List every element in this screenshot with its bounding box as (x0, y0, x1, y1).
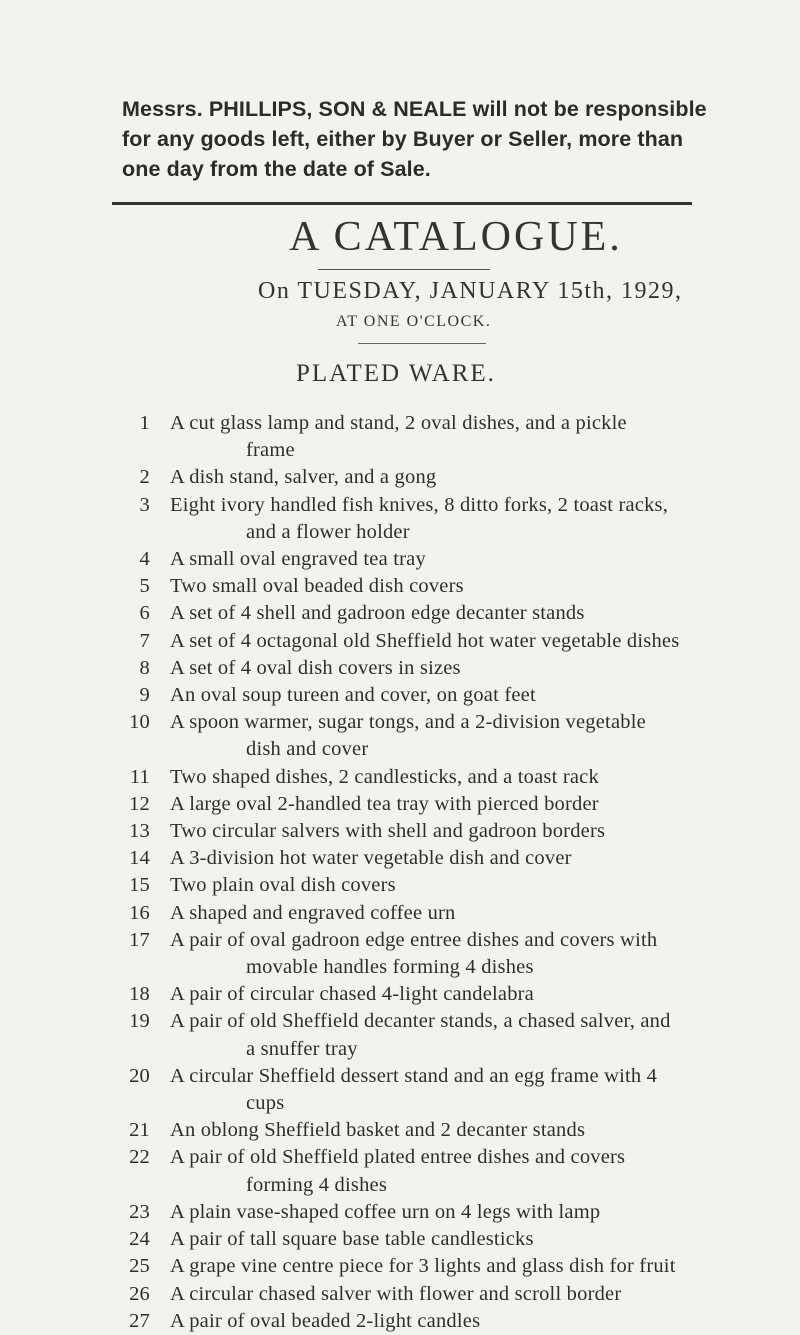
lot-number: 27 (129, 1309, 150, 1332)
title-rule (318, 269, 490, 270)
lot-item (120, 1308, 730, 1335)
section-heading: PLATED WARE. (296, 360, 496, 387)
lot-item (120, 682, 730, 709)
lot-description: A large oval 2-handled tea tray with pierced border (170, 792, 599, 815)
lot-description: Two circular salvers with shell and gadroon borders (170, 820, 606, 843)
lot-number: 16 (129, 901, 150, 924)
sale-time: AT ONE O'CLOCK. (336, 313, 492, 330)
lot-item (120, 1199, 730, 1226)
lot-number: 19 (129, 1010, 150, 1033)
lot-item (120, 1226, 730, 1253)
lot-item (120, 492, 730, 546)
lot-list (120, 410, 730, 1335)
lot-description: A pair of oval gadroon edge entree dishes and covers with (170, 928, 658, 951)
lot-description: A grape vine centre piece for 3 lights and glass dish for fruit (170, 1255, 676, 1278)
lot-description: Two plain oval dish covers (170, 874, 396, 897)
lot-description: A pair of oval beaded 2-light candles (170, 1309, 481, 1332)
lot-description: A set of 4 shell and gadroon edge decanter stands (170, 602, 585, 625)
lot-item (120, 1008, 730, 1062)
lot-description: A pair of old Sheffield decanter stands, a chased salver, and (170, 1010, 671, 1033)
lot-number: 14 (129, 847, 150, 870)
lot-item (120, 1281, 730, 1308)
top-rule (112, 202, 692, 205)
lot-description: A plain vase-shaped coffee urn on 4 legs with lamp (170, 1200, 601, 1223)
lot-item (120, 709, 730, 763)
lot-number: 5 (139, 575, 150, 598)
lot-description: A shaped and engraved coffee urn (170, 901, 456, 924)
lot-description: A dish stand, salver, and a gong (170, 466, 437, 489)
lot-item (120, 818, 730, 845)
lot-number: 8 (139, 656, 150, 679)
lot-item (120, 464, 730, 491)
lot-item (120, 927, 730, 981)
lot-description: A small oval engraved tea tray (170, 548, 426, 571)
lot-description-continued: dish and cover (246, 738, 369, 761)
lot-description: A 3-division hot water vegetable dish and cover (170, 847, 572, 870)
lot-number: 20 (129, 1064, 150, 1087)
lot-description-continued: cups (246, 1092, 285, 1115)
lot-item (120, 410, 730, 464)
sale-date: On TUESDAY, JANUARY 15th, 1929, (258, 278, 683, 304)
lot-description: Two small oval beaded dish covers (170, 575, 464, 598)
catalogue-title-text: A CATALOGUE. (289, 214, 623, 260)
lot-number: 21 (129, 1119, 150, 1142)
lot-description: A set of 4 oval dish covers in sizes (170, 656, 461, 679)
lot-number: 26 (129, 1282, 150, 1305)
lot-description-continued: forming 4 dishes (246, 1173, 387, 1196)
lot-number: 4 (139, 548, 150, 571)
lot-description: An oval soup tureen and cover, on goat feet (170, 684, 536, 707)
lot-item (120, 981, 730, 1008)
lot-description: A set of 4 octagonal old Sheffield hot water vegetable dishes (170, 629, 680, 652)
lot-description-continued: a snuffer tray (246, 1037, 358, 1060)
lot-item (120, 1253, 730, 1280)
lot-description-continued: frame (246, 439, 295, 462)
lot-description: A pair of circular chased 4-light candelabra (170, 983, 534, 1006)
lot-description-continued: and a flower holder (246, 520, 410, 543)
catalogue-title (0, 213, 800, 261)
lot-item (120, 600, 730, 627)
lot-description: Eight ivory handled fish knives, 8 ditto forks, 2 toast racks, (170, 493, 669, 516)
lot-description: A pair of old Sheffield plated entree dishes and covers (170, 1146, 626, 1169)
lot-item (120, 900, 730, 927)
lot-number: 3 (139, 493, 150, 516)
lot-item (120, 791, 730, 818)
lot-item (120, 628, 730, 655)
lot-description: An oblong Sheffield basket and 2 decanter stands (170, 1119, 586, 1142)
date-rule (358, 343, 486, 344)
lot-description: A circular Sheffield dessert stand and an egg frame with 4 (170, 1064, 658, 1087)
lot-number: 13 (129, 820, 150, 843)
lot-description-continued: movable handles forming 4 dishes (246, 956, 534, 979)
lot-number: 12 (129, 792, 150, 815)
lot-number: 10 (129, 711, 150, 734)
lot-item (120, 1117, 730, 1144)
lot-number: 1 (139, 412, 150, 434)
lot-number: 23 (129, 1200, 150, 1223)
lot-item (120, 655, 730, 682)
lot-description: A circular chased salver with flower and scroll border (170, 1282, 622, 1305)
lot-item (120, 1063, 730, 1117)
lot-description: A pair of tall square base table candlesticks (170, 1228, 534, 1251)
liability-notice: Messrs. PHILLIPS, SON & NEALE will not be responsible for any goods left, either by Buyer or Seller, more than one day from the date of Sale. (122, 97, 707, 181)
lot-number: 15 (129, 874, 150, 897)
lot-number: 7 (139, 629, 150, 652)
lot-description: Two shaped dishes, 2 candlesticks, and a toast rack (170, 765, 599, 788)
lot-item (120, 845, 730, 872)
lot-number: 24 (129, 1228, 150, 1251)
lot-number: 2 (139, 466, 150, 489)
lot-number: 11 (129, 765, 150, 788)
lot-description: A spoon warmer, sugar tongs, and a 2-division vegetable (170, 711, 646, 734)
lot-number: 17 (129, 928, 150, 951)
lot-number: 18 (129, 983, 150, 1006)
lot-item (120, 573, 730, 600)
lot-number: 25 (129, 1255, 150, 1278)
lot-number: 22 (129, 1146, 150, 1169)
lot-description: A cut glass lamp and stand, 2 oval dishes, and a pickle (170, 412, 627, 434)
lot-number: 9 (139, 684, 150, 707)
lot-item (120, 1144, 730, 1198)
lot-item (120, 546, 730, 573)
lot-number: 6 (139, 602, 150, 625)
lot-item (120, 872, 730, 899)
lot-item (120, 764, 730, 791)
